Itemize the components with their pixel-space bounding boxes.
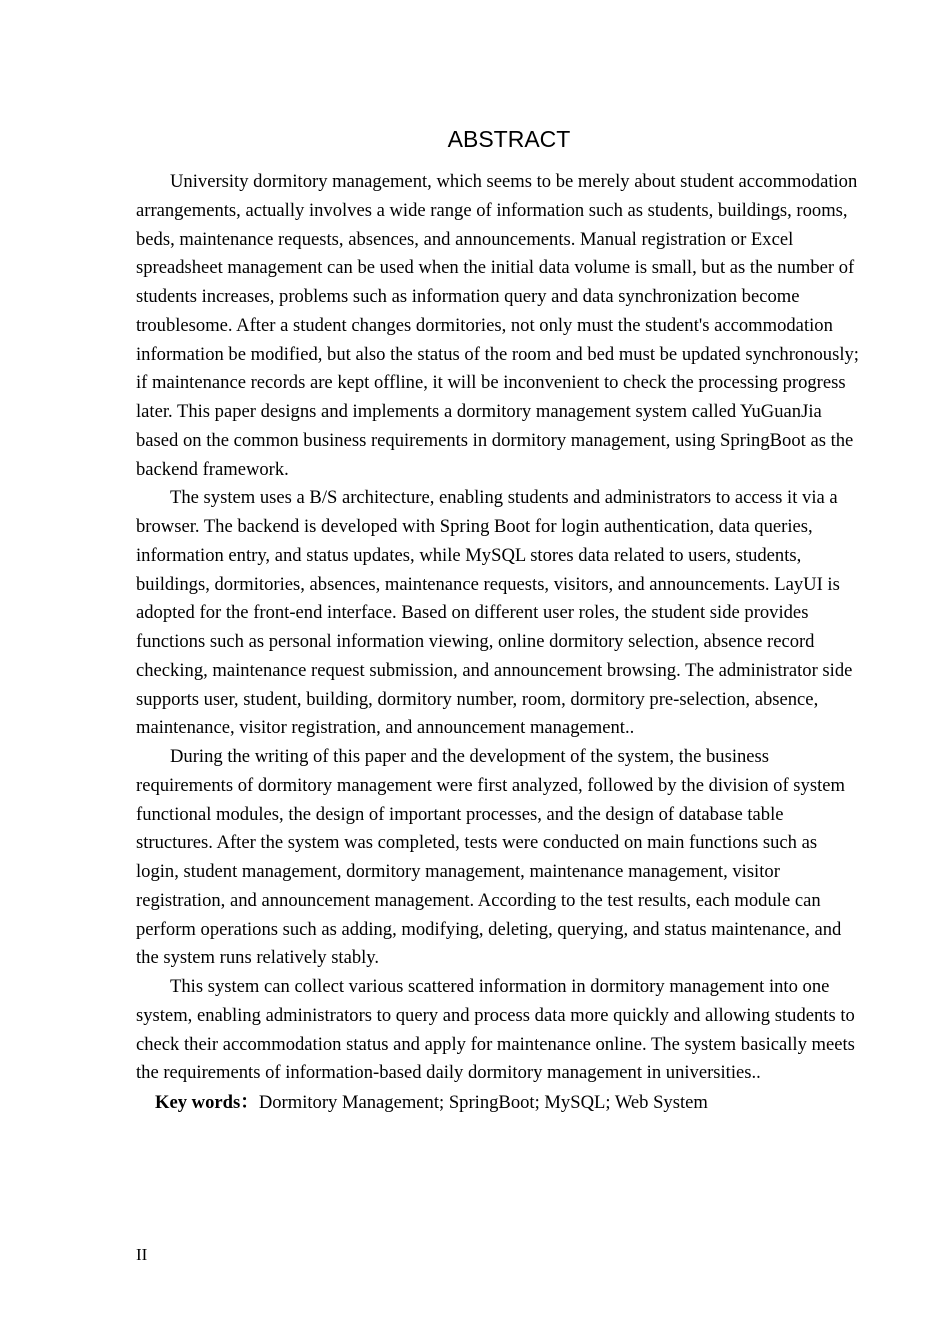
page-number: II	[136, 1245, 148, 1264]
keywords-line	[136, 1088, 862, 1118]
keywords-label: Key words：	[155, 1092, 259, 1113]
abstract-body	[136, 168, 862, 1118]
abstract-paragraph-3: During the writing of this paper and the development of the system, the business requirements of dormitory management were first analyzed, followed by the division of system functional modules, the design of important processes, and the design of database table structures. After the system was completed, tests were conducted on main functions such as login, student management, dormitory management, maintenance management, visitor registration, and announcement management. According to the test results, each module can perform operations such as adding, modifying, deleting, querying, and status maintenance, and the system runs relatively stably.	[136, 746, 845, 969]
keywords-value: Dormitory Management; SpringBoot; MySQL; Web System	[258, 1092, 708, 1113]
abstract-paragraph-2: The system uses a B/S architecture, enabling students and administrators to access it via a browser. The backend is developed with Spring Boot for login authentication, data queries, information entry, and status updates, while MySQL stores data related to users, students, buildings, dormitories, absences, maintenance requests, visitors, and announcements. LayUI is adopted for the front-end interface. Based on different user roles, the student side provides functions such as personal information viewing, online dormitory selection, absence record checking, maintenance request submission, and announcement browsing. The administrator side supports user, student, building, dormitory number, room, dormitory pre-selection, absence, maintenance, visitor registration, and announcement management..	[136, 487, 853, 739]
abstract-paragraph-4: This system can collect various scattered information in dormitory management into one system, enabling administrators to query and process data more quickly and allowing students to check their accommodation status and apply for maintenance online. The system basically meets the requirements of information-based daily dormitory management in universities..	[136, 976, 855, 1084]
abstract-paragraph-1: University dormitory management, which seems to be merely about student accommodation arrangements, actually involves a wide range of information such as students, buildings, rooms, beds, maintenance requests, absences, and announcements. Manual registration or Excel spreadsheet management can be used when the initial data volume is small, but as the number of students increases, problems such as information query and data synchronization become troublesome. After a student changes dormitories, not only must the student's accommodation information be modified, but also the status of the room and bed must be updated synchronously; if maintenance records are kept offline, it will be inconvenient to check the processing progress later. This paper designs and implements a dormitory management system called YuGuanJia based on the common business requirements in dormitory management, using SpringBoot as the backend framework.	[136, 171, 859, 480]
abstract-title: ABSTRACT	[447, 126, 571, 152]
